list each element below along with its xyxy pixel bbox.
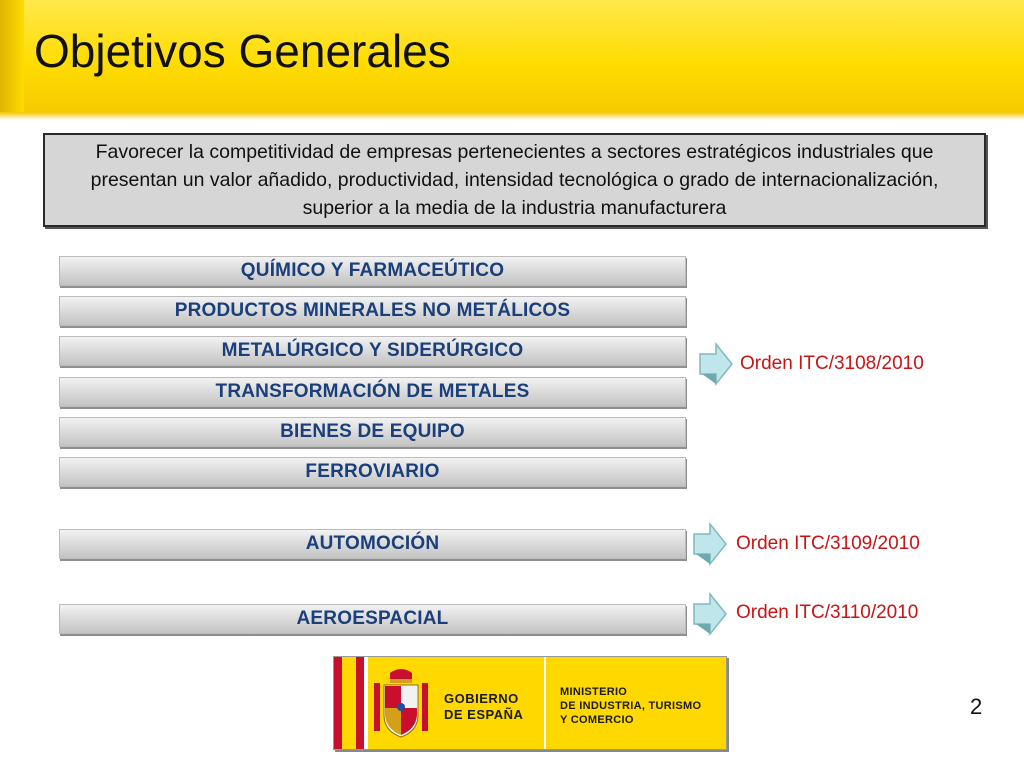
arrow-right-icon [692,592,730,636]
sector-bar-automocion: AUTOMOCIÓN [59,529,686,559]
logo-separator [364,657,368,749]
sector-bar-metalurgico: METALÚRGICO Y SIDERÚRGICO [59,336,686,366]
objective-box: Favorecer la competitividad de empresas pertenecientes a sectores estratégicos industriales que presentan un valor añadido, productividad, intensidad tecnológica o grado de internacionalización, superior a la media de la industria manufacturera [43,133,986,227]
sector-bar-aeroespacial: AEROESPACIAL [59,604,686,634]
logo-divider [544,657,546,749]
ministry-logo [333,656,727,750]
arrow-right-icon [692,522,730,566]
sector-bar-minerales: PRODUCTOS MINERALES NO METÁLICOS [59,296,686,326]
page-number: 2 [970,694,983,719]
flag-stripe-red [334,657,342,749]
logo-line: DE INDUSTRIA, TURISMO [560,700,702,712]
coat-of-arms-icon [370,665,432,741]
slide-title: Objetivos Generales [34,25,451,77]
order-label-3109: Orden ITC/3109/2010 [736,533,920,554]
order-label-3110: Orden ITC/3110/2010 [736,602,919,623]
logo-line: GOBIERNO [444,691,519,706]
flag-stripe-red [356,657,364,749]
logo-line: MINISTERIO [560,686,628,698]
sector-bar-bienes-equipo: BIENES DE EQUIPO [59,417,686,447]
sector-bar-quimico: QUÍMICO Y FARMACEÚTICO [59,256,686,286]
sector-bar-transformacion: TRANSFORMACIÓN DE METALES [59,377,686,407]
banner-fade [0,112,1024,120]
logo-line: Y COMERCIO [560,714,634,726]
ministerio-text [560,685,701,727]
flag-stripe-yellow [342,657,356,749]
logo-line: DE ESPAÑA [444,707,524,722]
title-banner [0,0,1024,118]
gobierno-text [444,691,523,723]
arrow-right-icon [698,342,736,386]
banner-shade [0,0,24,118]
sector-bar-ferroviario: FERROVIARIO [59,457,686,487]
order-label-3108: Orden ITC/3108/2010 [740,353,924,374]
